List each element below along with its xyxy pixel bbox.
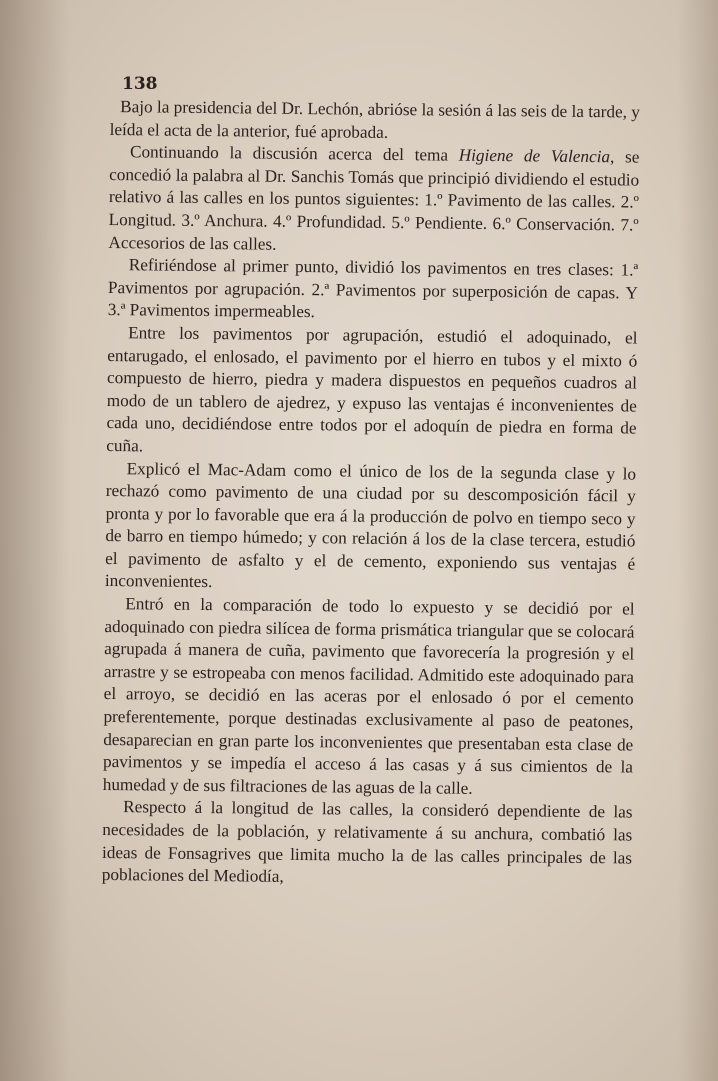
paragraph-3: Refiriéndose al primer punto, dividió los pavimentos en tres clases: 1.ª Pavimentos por agrupación. 2.ª Pavimentos por superposición de capas. Y 3.ª Pavimentos impermeables. [107, 255, 639, 322]
page-edge-shadow [678, 0, 718, 1081]
paragraph-4: Entre los pavimentos por agrupación, estudió el adoquinado, el entarugado, el enlosado, el pavimento por el hierro en tubos y el mixto ó compuesto de hierro, piedra y madera dispuestos en pequeños cuadros al modo de un tablero de ajedrez, y expuso las ventajas é inconvenientes de cada uno, decidiéndose entre todos por el adoquín de piedra en forma de cuña. [106, 323, 638, 456]
topic-title: Higiene de Valencia [458, 145, 611, 167]
page-number: 138 [122, 74, 158, 94]
spine-shadow [0, 0, 70, 1081]
paragraph-2 [108, 141, 639, 260]
paragraph-5: Explicó el Mac-Adam como el único de los de la segunda clase y lo rechazó como pavimento de una ciudad por su descomposición fácil y pronta y por lo favorable que era á la producción de polvo en tiempo seco y de barro en tiempo húmedo; y con relación á los de la clase tercera, estudió el pavimento de asfalto y el de cemento, exponiendo sus ventajas é inconvenientes. [104, 458, 637, 592]
paragraph-1: Bajo la presidencia del Dr. Lechón, abrióse la sesión á las seis de la tarde, y leída el acta de la anterior, fué aprobada. [109, 97, 640, 142]
body-text [102, 96, 640, 892]
paragraph-6: Entró en la comparación de todo lo expuesto y se decidió por el adoquinado con piedra silícea de forma prismática triangular que se colocará agrupada á manera de cuña, pavimento que favorecería la progresión y el arrastre y se estropeaba con menos facilidad. Admitido este adoquinado para el arroyo, se decidió en las aceras por el enlosado ó por el cemento preferentemente, porque destinadas exclusivamente al paso de peatones, desaparecian en gran parte los inconvenientes que presentaban esta clase de pavimentos y se impedía el acceso á las casas y á sus cimientos de la humedad y de sus filtraciones de las aguas de la calle. [102, 594, 635, 798]
paragraph-2-end: , se concedió la palabra al Dr. Sanchis Tomás que principió dividiendo el estudio relativo á las calles en los puntos siguientes: 1.º Pavimento de las calles. 2.º Longitud. 3.º Anchura. 4.º Profundidad. 5.º Pendiente. 6.º Conservación. 7.º Accesorios de las calles. [108, 147, 640, 254]
paragraph-7: Respecto á la longitud de las calles, la consideró dependiente de las necesidades de la población, y relativamente á su anchura, combatió las ideas de Fonsagrives que limita mucho la de las calles principales de las poblaciones del Mediodía, [101, 797, 633, 887]
paragraph-2-start: Continuando la discusión acerca del tema [129, 142, 459, 165]
